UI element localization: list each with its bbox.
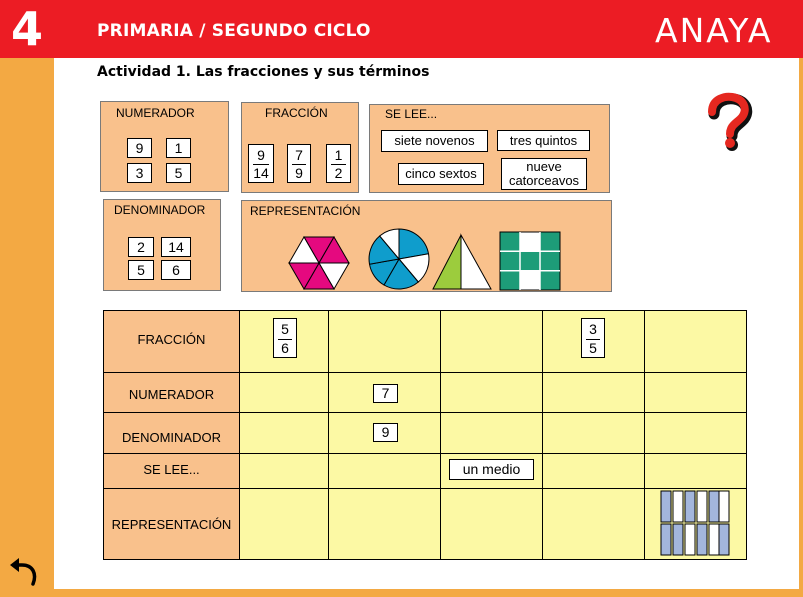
drop-cell[interactable]: [644, 310, 747, 373]
word-tile[interactable]: nueve catorceavos: [501, 158, 587, 190]
drop-cell[interactable]: [328, 453, 441, 489]
numerador-tile[interactable]: 3: [127, 163, 152, 183]
back-arrow-icon[interactable]: [6, 548, 46, 588]
row-header-se-lee: SE LEE...: [103, 453, 240, 489]
circle-blue-fraction-icon[interactable]: [368, 228, 430, 290]
activity-title: Actividad 1. Las fracciones y sus términos: [97, 64, 430, 80]
representacion-panel-label: REPRESENTACIÓN: [250, 204, 361, 218]
placed-fraction-tile[interactable]: [581, 318, 605, 358]
drop-cell[interactable]: [440, 412, 543, 454]
drop-cell[interactable]: [644, 453, 747, 489]
placed-numerador-tile[interactable]: 7: [373, 384, 398, 403]
fraction-numerator: 1: [334, 147, 343, 163]
numerador-panel-label: NUMERADOR: [116, 106, 195, 120]
fraction-denominator: 6: [281, 340, 289, 356]
row-header-representacion: REPRESENTACIÓN: [103, 488, 240, 560]
placed-fraction-tile[interactable]: [273, 318, 297, 358]
numerador-tile[interactable]: 5: [166, 163, 191, 183]
right-border: [799, 58, 803, 597]
drop-cell[interactable]: [440, 310, 543, 373]
drop-cell[interactable]: [239, 453, 329, 489]
header-bar: [0, 0, 803, 58]
denominador-tile[interactable]: 5: [128, 260, 154, 280]
drop-cell[interactable]: [542, 488, 645, 560]
se-lee-panel: [369, 104, 610, 193]
fraction-numerator: 9: [257, 147, 265, 163]
left-sidebar: [0, 58, 54, 597]
se-lee-panel-label: SE LEE...: [385, 107, 438, 121]
fraction-numerator: 7: [295, 147, 303, 163]
fraction-denominator: 14: [253, 165, 269, 181]
word-tile[interactable]: tres quintos: [497, 130, 590, 151]
fraction-tile[interactable]: [326, 144, 351, 183]
fraction-denominator: 5: [589, 340, 597, 356]
drop-cell[interactable]: [328, 310, 441, 373]
fraction-denominator: 2: [334, 165, 343, 181]
drop-cell[interactable]: [644, 412, 747, 454]
fraction-numerator: 3: [589, 321, 597, 337]
denominador-panel-label: DENOMINADOR: [114, 203, 206, 217]
drop-cell[interactable]: [239, 488, 329, 560]
word-tile[interactable]: cinco sextos: [398, 163, 484, 185]
brand-logo: ANAYA: [655, 11, 773, 50]
representacion-panel: [241, 200, 612, 292]
denominador-panel: [103, 199, 221, 291]
fraction-denominator: 9: [295, 165, 303, 181]
bottom-border: [54, 589, 803, 597]
drop-cell[interactable]: [644, 372, 747, 413]
word-tile[interactable]: siete novenos: [381, 130, 488, 152]
question-mark-icon[interactable]: [700, 92, 756, 152]
denominador-tile[interactable]: 6: [161, 260, 191, 280]
fraction-tile[interactable]: [287, 144, 311, 183]
row-header-numerador: NUMERADOR: [103, 372, 240, 413]
numerador-panel: [100, 101, 229, 192]
drop-cell[interactable]: [440, 488, 543, 560]
drop-cell[interactable]: [542, 453, 645, 489]
placed-denominador-tile[interactable]: 9: [373, 423, 398, 442]
fraccion-panel-label: FRACCIÓN: [265, 106, 328, 120]
denominador-tile[interactable]: 2: [128, 237, 154, 257]
grid-green-fraction-icon[interactable]: [499, 231, 561, 291]
drop-cell[interactable]: [440, 372, 543, 413]
drop-cell[interactable]: [239, 412, 329, 454]
fraction-numerator: 5: [281, 321, 289, 337]
bars-blue-fraction-icon[interactable]: [660, 490, 730, 556]
row-header-fraccion: FRACCIÓN: [103, 310, 240, 373]
fraction-tile[interactable]: [248, 144, 274, 183]
drop-cell[interactable]: [542, 412, 645, 454]
drop-cell[interactable]: [239, 372, 329, 413]
numerador-tile[interactable]: 1: [166, 138, 191, 158]
fraccion-panel: [241, 102, 359, 193]
denominador-tile[interactable]: 14: [161, 237, 191, 257]
drop-cell[interactable]: [542, 372, 645, 413]
row-header-denominador: DENOMINADOR: [103, 412, 240, 454]
drop-cell[interactable]: [328, 488, 441, 560]
grade-number: 4: [10, 2, 43, 56]
hexagon-pink-fraction-icon[interactable]: [287, 235, 351, 291]
numerador-tile[interactable]: 9: [127, 138, 152, 158]
placed-word-tile[interactable]: un medio: [449, 459, 534, 480]
header-title: PRIMARIA / SEGUNDO CICLO: [97, 21, 371, 41]
triangle-green-fraction-icon[interactable]: [430, 233, 494, 291]
